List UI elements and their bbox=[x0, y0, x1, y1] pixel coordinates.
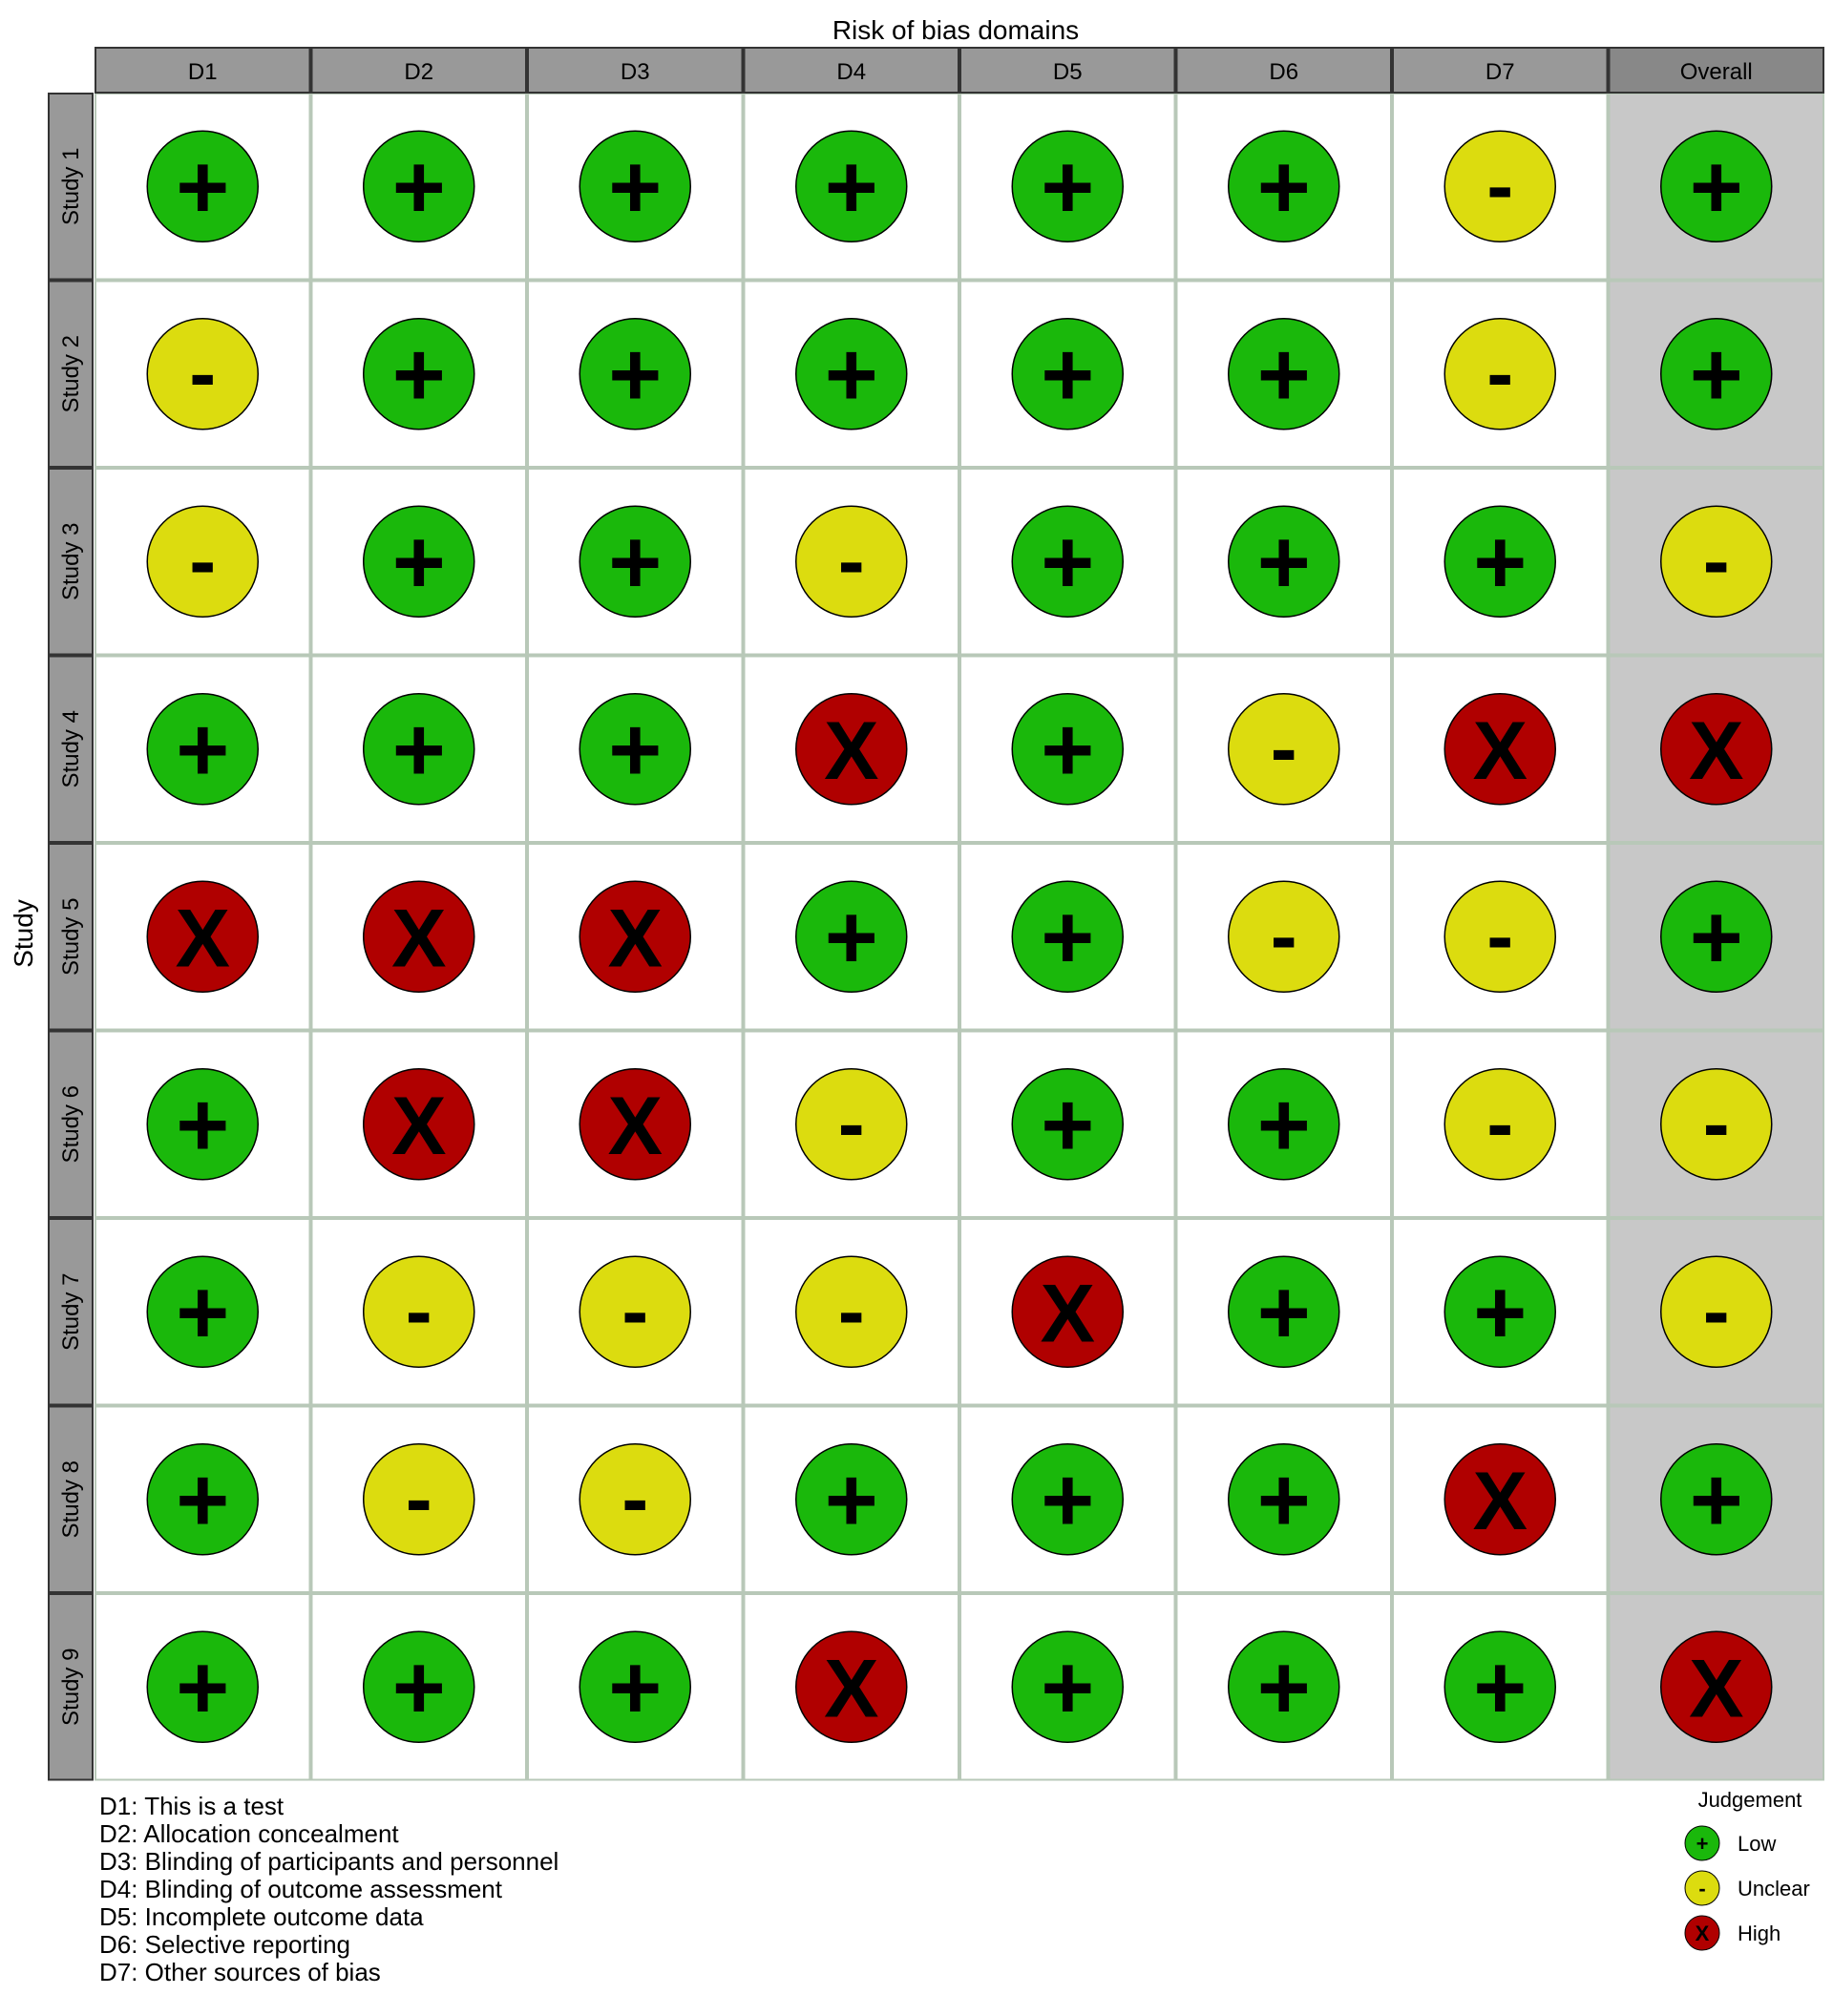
judgement-symbol: - bbox=[1270, 703, 1297, 793]
judgement-symbol: + bbox=[176, 1073, 230, 1176]
judgement-symbol: - bbox=[189, 327, 217, 418]
column-header-label: D1 bbox=[187, 59, 218, 85]
judgement-symbol: + bbox=[1256, 1636, 1311, 1739]
judgement-symbol: - bbox=[1270, 891, 1297, 981]
row-header-label: Study 2 bbox=[58, 335, 84, 413]
column-header-label: D6 bbox=[1269, 59, 1299, 85]
legend-title: Judgement bbox=[1697, 1788, 1802, 1812]
row-header-label: Study 3 bbox=[58, 522, 84, 600]
judgement-symbol: X bbox=[1472, 704, 1528, 797]
legend-symbol: X bbox=[1695, 1922, 1710, 1945]
column-header-label: D3 bbox=[620, 59, 650, 85]
domain-description: D7: Other sources of bias bbox=[99, 1958, 381, 1986]
judgement-symbol: + bbox=[1041, 136, 1095, 239]
judgement-symbol: + bbox=[824, 1448, 878, 1551]
judgement-symbol: X bbox=[391, 892, 447, 985]
domain-description: D2: Allocation concealment bbox=[99, 1819, 399, 1848]
legend-label: Unclear bbox=[1738, 1877, 1810, 1900]
judgement-symbol: X bbox=[607, 1080, 663, 1172]
domain-description: D3: Blinding of participants and personnel bbox=[99, 1847, 559, 1876]
legend bbox=[1685, 1788, 1810, 1950]
judgement-symbol: - bbox=[1702, 515, 1730, 606]
judgement-symbol: - bbox=[1486, 140, 1514, 231]
judgement-symbol: + bbox=[391, 136, 446, 239]
judgement-symbol: X bbox=[607, 892, 663, 985]
domain-description: D4: Blinding of outcome assessment bbox=[99, 1875, 502, 1903]
judgement-symbol: X bbox=[824, 1643, 879, 1735]
judgement-symbol: + bbox=[1041, 511, 1095, 614]
judgement-symbol: + bbox=[176, 136, 230, 239]
judgement-symbol: + bbox=[391, 698, 446, 801]
judgement-symbol: + bbox=[1689, 886, 1743, 989]
judgement-symbol: + bbox=[1256, 511, 1311, 614]
legend-symbol: - bbox=[1698, 1877, 1706, 1900]
judgement-symbol: + bbox=[1041, 1636, 1095, 1739]
judgement-symbol: + bbox=[1041, 1073, 1095, 1176]
judgement-symbol: + bbox=[608, 1636, 663, 1739]
judgement-symbol: + bbox=[1689, 323, 1743, 426]
judgement-symbol: - bbox=[837, 515, 865, 606]
column-header-label: D7 bbox=[1485, 59, 1515, 85]
judgement-symbol: + bbox=[176, 1448, 230, 1551]
judgement-symbol: X bbox=[175, 892, 230, 985]
judgement-symbol: X bbox=[391, 1080, 447, 1172]
judgement-symbol: + bbox=[1473, 1261, 1528, 1364]
row-header-label: Study 5 bbox=[58, 897, 84, 976]
judgement-symbol: X bbox=[1040, 1268, 1095, 1360]
legend-symbol: + bbox=[1696, 1832, 1709, 1856]
judgement-symbol: + bbox=[1041, 698, 1095, 801]
judgement-symbol: + bbox=[176, 698, 230, 801]
row-header-label: Study 9 bbox=[58, 1648, 84, 1726]
domain-descriptions bbox=[99, 1793, 558, 1986]
judgement-symbol: + bbox=[608, 698, 663, 801]
judgement-symbol: + bbox=[824, 136, 878, 239]
judgement-symbol: X bbox=[1472, 1455, 1528, 1547]
judgement-symbol: + bbox=[1689, 1448, 1743, 1551]
judgement-symbol: + bbox=[1041, 886, 1095, 989]
judgement-symbol: + bbox=[1256, 1261, 1311, 1364]
judgement-symbol: + bbox=[608, 511, 663, 614]
domain-description: D1: This is a test bbox=[99, 1792, 284, 1820]
judgement-symbol: - bbox=[622, 1266, 649, 1356]
judgement-symbol: + bbox=[391, 323, 446, 426]
judgement-symbol: + bbox=[1256, 323, 1311, 426]
judgement-symbol: - bbox=[189, 515, 217, 606]
judgement-symbol: + bbox=[176, 1261, 230, 1364]
judgement-symbol: + bbox=[1041, 323, 1095, 426]
judgement-symbol: + bbox=[824, 886, 878, 989]
column-header-label: D2 bbox=[404, 59, 434, 85]
judgement-symbol: + bbox=[1473, 511, 1528, 614]
judgement-symbol: + bbox=[391, 1636, 446, 1739]
judgement-symbol: - bbox=[405, 1453, 432, 1544]
column-header-label: D5 bbox=[1052, 59, 1083, 85]
judgement-symbol: + bbox=[1256, 136, 1311, 239]
judgement-symbol: - bbox=[405, 1266, 432, 1356]
column-header-label: D4 bbox=[836, 59, 867, 85]
judgement-symbol: - bbox=[1486, 1078, 1514, 1168]
judgement-symbol: - bbox=[837, 1078, 865, 1168]
judgement-symbol: + bbox=[1041, 1448, 1095, 1551]
judgement-symbol: - bbox=[837, 1266, 865, 1356]
judgement-symbol: + bbox=[391, 511, 446, 614]
domain-description: D6: Selective reporting bbox=[99, 1930, 351, 1959]
y-axis-label: Study bbox=[9, 899, 38, 968]
judgement-symbol: + bbox=[1256, 1073, 1311, 1176]
judgement-symbol: + bbox=[608, 323, 663, 426]
judgement-symbol: - bbox=[1486, 327, 1514, 418]
legend-label: High bbox=[1738, 1922, 1781, 1945]
legend-label: Low bbox=[1738, 1832, 1777, 1856]
row-header-label: Study 8 bbox=[58, 1460, 84, 1539]
row-header-label: Study 6 bbox=[58, 1085, 84, 1164]
judgement-symbol: + bbox=[1256, 1448, 1311, 1551]
judgement-symbol: - bbox=[1702, 1078, 1730, 1168]
judgement-symbol: + bbox=[608, 136, 663, 239]
judgement-symbol: + bbox=[1473, 1636, 1528, 1739]
judgement-symbol: X bbox=[1689, 1643, 1744, 1735]
row-header-label: Study 4 bbox=[58, 710, 84, 788]
column-header-label: Overall bbox=[1679, 59, 1753, 85]
judgement-symbol: - bbox=[1702, 1266, 1730, 1356]
judgement-symbol: X bbox=[824, 704, 879, 797]
row-header-label: Study 7 bbox=[58, 1272, 84, 1351]
chart-title: Risk of bias domains bbox=[832, 15, 1080, 45]
judgement-symbol: - bbox=[1486, 891, 1514, 981]
row-header-label: Study 1 bbox=[58, 147, 84, 225]
judgement-symbol: X bbox=[1689, 704, 1744, 797]
judgement-symbol: + bbox=[1689, 136, 1743, 239]
judgement-symbol: + bbox=[176, 1636, 230, 1739]
judgement-symbol: + bbox=[824, 323, 878, 426]
domain-description: D5: Incomplete outcome data bbox=[99, 1902, 424, 1931]
judgement-symbol: - bbox=[622, 1453, 649, 1544]
